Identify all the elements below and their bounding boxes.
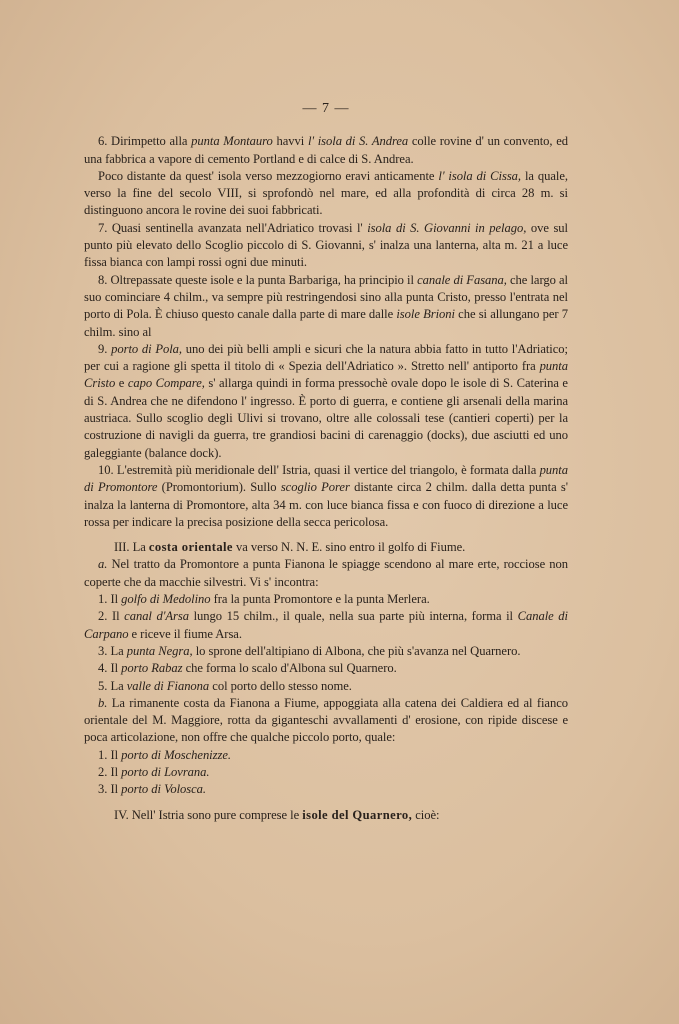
text-run: 4. Il: [98, 661, 122, 676]
text-run: colle rovine d' un convento, ed una fabbrica a vapore di cemento Portland e di calce di S. Andrea.: [84, 134, 569, 166]
italic-term: capo Compare,: [127, 376, 205, 391]
italic-term: punta Montauro: [191, 134, 273, 149]
text-run: IV. Nell' Istria sono pure comprese le: [114, 807, 303, 822]
text-run: Nel tratto da Promontore a punta Fianona le spiagge scendono al mare erte, rocciose non coperte che da macchie silvestri. Vi s' incontra:: [84, 557, 568, 589]
italic-term: porto di Lovrana.: [121, 764, 210, 779]
paragraph: [84, 272, 568, 341]
paragraph: [84, 168, 568, 220]
text-run: lungo 15 chilm., il quale, nella sua parte più interna, forma il: [188, 609, 518, 624]
body-text: [84, 133, 568, 824]
text-run: che si allungano per 7 chilm. sino al: [84, 307, 568, 339]
text-run: la quale, verso la fine del secolo VIII, si sprofondò nel mare, ed alla profondità di circa 28 m. si distinguono ancora le rovine dei suoi fabbricati.: [84, 168, 568, 218]
text-run: e: [115, 376, 128, 391]
italic-term: b.: [98, 695, 108, 710]
text-run: 10. L'estremità più meridionale dell' Istria, quasi il vertice del triangolo, è formata dalla: [98, 462, 540, 477]
italic-term: porto di Volosca.: [121, 782, 206, 797]
text-run: La rimanente costa da Fianona a Fiume, appoggiata alla catena dei Caldiera ed al fianco orientale del M. Maggiore, rotta da giganteschi avvallamenti d' erosione, con ripide discese e poca articolazione, non offre che qualche piccolo porto, quale:: [84, 695, 568, 745]
text-run: III. La: [114, 540, 149, 555]
page: [84, 100, 568, 824]
bold-term: isole del Quarnero,: [302, 807, 413, 822]
italic-term: l' isola di Cissa,: [438, 168, 522, 183]
text-run: che largo al suo cominciare 4 chilm., va sempre più restringendosi sino alla punta Cristo, presso l'entrata nel porto di Pola. È chiuso questo canale dalla parte di mare dalle: [84, 272, 568, 322]
text-run: s' allarga quindi in forma pressochè ovale dopo le isole di S. Caterina e di S. Andrea che ne difendono l' ingresso. È porto di guerra, e contiene gli arsenali della marina austriaca. Sullo scoglio degli Ulivi si trovano, oltre alle colossali tese (cantieri coperti) per la costruzione di navigli da guerra, tre grandiosi bacini di carenaggio (docks), due asciutti ed uno galeggiante (balance dock).: [84, 376, 568, 460]
text-run: 6. Dirimpetto alla: [98, 134, 192, 149]
paragraph: [84, 133, 568, 168]
text-run: ove sul punto più elevato dello Scoglio piccolo di S. Giovanni, s' inalza una lanterna, alta m. 21 a luce fissa bianca con lampi rossi ogni due minuti.: [84, 220, 568, 270]
italic-term: porto Rabaz: [121, 661, 183, 676]
text-run: (Promontorium). Sullo: [157, 480, 281, 495]
bold-term: costa orientale: [148, 540, 233, 555]
text-run: 9.: [98, 341, 112, 356]
text-run: 1. Il: [98, 747, 122, 762]
page-number: — 7 —: [302, 101, 350, 116]
text-run: 3. La: [98, 643, 127, 658]
italic-term: scoglio Porer: [280, 480, 350, 495]
text-run: col porto dello stesso nome.: [209, 678, 352, 693]
italic-term: porto di Moschenizze.: [121, 747, 231, 762]
italic-term: canale di Fasana,: [417, 272, 507, 287]
text-run: che forma lo scalo d'Albona sul Quarnero.: [182, 661, 397, 676]
paragraph: [84, 556, 568, 591]
italic-term: a.: [98, 557, 108, 572]
section-heading-paragraph: [84, 807, 568, 824]
text-run: uno dei più belli ampli e sicuri che la natura abbia fatto in tutto l'Adriatico; per cui a ragione gli spetta il titolo di « Spezia dell'Adriatico ». Stretto nell' antiporto fra: [84, 341, 568, 374]
paragraph: [84, 643, 568, 660]
italic-term: punta Negra,: [126, 643, 193, 658]
paragraph: [84, 591, 568, 608]
italic-term: isola di S. Giovanni in pelago,: [367, 220, 527, 235]
italic-term: valle di Fianona: [126, 678, 210, 693]
text-run: 8. Oltrepassate queste isole e la punta Barbariga, ha principio il: [98, 272, 418, 287]
paragraph: [84, 695, 568, 747]
text-run: va verso N. N. E. sino entro il golfo di Fiume.: [232, 540, 466, 555]
text-run: 5. La: [98, 678, 127, 693]
italic-term: punta di Promontore: [84, 462, 568, 495]
paragraph: [84, 608, 568, 643]
paragraph: [84, 341, 568, 462]
text-run: 1. Il: [98, 592, 122, 607]
text-run: distante circa 2 chilm. dalla detta punta s' inalza la lanterna di Promontore, alta 34 m. con luce bianca fissa e con fuoco di direzione a luce rossa per indicare la precisa posizione della secca pericolosa.: [84, 480, 568, 529]
text-run: Poco distante da quest' isola verso mezzogiorno eravi anticamente: [98, 168, 439, 183]
paragraph: [84, 747, 568, 764]
paragraph: [84, 764, 568, 781]
text-run: havvi: [272, 134, 308, 149]
italic-term: canal d'Arsa: [124, 609, 189, 624]
text-run: e riceve il fiume Arsa.: [128, 626, 242, 641]
italic-term: Canale di Carpano: [84, 609, 569, 641]
text-run: fra la punta Promontore e la punta Merlera.: [210, 592, 430, 607]
paragraph: [84, 660, 568, 677]
section-heading-paragraph: [84, 539, 568, 556]
text-run: 2. Il: [98, 764, 122, 779]
italic-term: punta Cristo: [84, 359, 568, 391]
italic-term: golfo di Medolino: [121, 592, 211, 607]
italic-term: porto di Pola,: [111, 341, 183, 356]
italic-term: isole Brioni: [396, 307, 455, 322]
text-run: 3. Il: [98, 782, 122, 797]
text-run: lo sprone dell'altipiano di Albona, che più s'avanza nel Quarnero.: [192, 643, 521, 658]
paragraph: [84, 462, 568, 531]
paragraph: [84, 220, 568, 272]
text-run: 7. Quasi sentinella avanzata nell'Adriatico trovasi l': [98, 220, 368, 235]
text-run: 2. Il: [98, 609, 125, 624]
italic-term: l' isola di S. Andrea: [307, 134, 409, 149]
paragraph: [84, 781, 568, 798]
paragraph: [84, 678, 568, 695]
text-run: cioè:: [412, 807, 440, 822]
